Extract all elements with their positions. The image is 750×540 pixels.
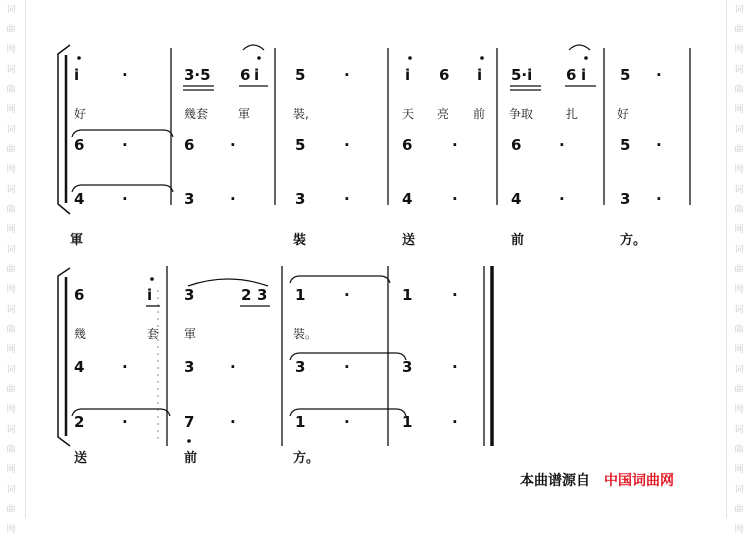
watermark-text: 词 曲 网 — [6, 425, 16, 475]
svg-text:4: 4 — [402, 190, 413, 208]
svg-text:·: · — [344, 66, 350, 84]
svg-text:幾套: 幾套 — [184, 107, 209, 121]
svg-text:軍: 軍 — [70, 233, 84, 248]
watermark-text: 词 曲 网 — [6, 5, 16, 55]
svg-text:5: 5 — [620, 136, 631, 154]
watermark-text: 词 曲 网 — [6, 245, 16, 295]
beams — [183, 86, 596, 90]
svg-text:6: 6 — [74, 136, 85, 154]
voice-2 — [74, 136, 630, 154]
svg-text:幾: 幾 — [74, 327, 87, 341]
source-credit — [520, 470, 674, 490]
note: i — [405, 66, 411, 84]
svg-text:5: 5 — [295, 136, 306, 154]
watermark-text: 词 曲 网 — [6, 485, 16, 535]
watermark-text: 词 曲 网 — [734, 125, 744, 175]
svg-text:天: 天 — [402, 107, 415, 121]
svg-text:1: 1 — [295, 286, 306, 304]
system-bracket — [58, 268, 70, 446]
watermark-text: 词 曲 网 — [734, 65, 744, 115]
svg-text:1: 1 — [402, 413, 413, 431]
svg-text:·: · — [344, 358, 350, 376]
duration-dots — [122, 66, 662, 208]
bar-lines — [167, 266, 484, 446]
svg-text:裝,: 裝, — [293, 107, 309, 121]
svg-text:好: 好 — [74, 107, 87, 121]
note: i — [74, 66, 80, 84]
svg-text:·: · — [559, 136, 565, 154]
lyrics-line-2 — [70, 232, 646, 248]
svg-text:1: 1 — [402, 286, 413, 304]
svg-text:扎: 扎 — [566, 107, 579, 121]
svg-text:送: 送 — [402, 233, 416, 248]
svg-text:·: · — [452, 190, 458, 208]
note: 5 — [295, 66, 306, 84]
svg-text:裝。: 裝。 — [293, 327, 318, 341]
watermark-text: 词 曲 网 — [6, 365, 16, 415]
lyrics-line-1 — [74, 106, 629, 121]
svg-text:·: · — [344, 286, 350, 304]
watermark-text: 词 曲 网 — [6, 185, 16, 235]
note: 5 — [620, 66, 631, 84]
svg-text:送: 送 — [74, 451, 88, 466]
svg-text:4: 4 — [511, 190, 522, 208]
svg-text:6: 6 — [511, 136, 522, 154]
svg-text:·: · — [452, 286, 458, 304]
svg-text:·: · — [344, 190, 350, 208]
voice-1 — [74, 286, 412, 304]
note: i — [581, 66, 587, 84]
svg-text:3: 3 — [184, 358, 195, 376]
svg-text:軍: 軍 — [184, 327, 197, 341]
system-1 — [58, 45, 690, 248]
watermark-text: 词 曲 网 — [734, 485, 744, 535]
svg-text:·: · — [122, 190, 128, 208]
svg-text:·: · — [452, 413, 458, 431]
svg-text:3: 3 — [184, 286, 195, 304]
note: 3·5 — [184, 66, 211, 84]
svg-text:6: 6 — [74, 286, 85, 304]
svg-text:·: · — [122, 136, 128, 154]
svg-text:3: 3 — [295, 358, 306, 376]
note: i — [477, 66, 483, 84]
watermark-text: 词 曲 网 — [734, 245, 744, 295]
svg-text:·: · — [656, 190, 662, 208]
svg-text:·: · — [452, 136, 458, 154]
svg-text:i: i — [147, 286, 153, 304]
svg-text:·: · — [656, 136, 662, 154]
svg-text:·: · — [656, 66, 662, 84]
svg-text:好: 好 — [617, 107, 630, 121]
watermark-text: 词 曲 网 — [734, 365, 744, 415]
svg-text:4: 4 — [74, 358, 85, 376]
watermark-text: 词 曲 网 — [734, 305, 744, 355]
svg-text:軍: 軍 — [238, 107, 251, 121]
svg-text:3: 3 — [620, 190, 631, 208]
note: 5·i — [511, 66, 533, 84]
svg-text:3: 3 — [295, 190, 306, 208]
svg-text:2: 2 — [74, 413, 85, 431]
source-site-link[interactable]: 中国词曲网 — [604, 473, 674, 489]
slurs — [72, 276, 406, 416]
lyrics-line-1 — [74, 326, 317, 341]
svg-text:·: · — [122, 66, 128, 84]
svg-text:·: · — [230, 413, 236, 431]
svg-text:·: · — [344, 413, 350, 431]
low-octave-dots — [187, 439, 191, 443]
system-2 — [58, 266, 492, 466]
voice-1 — [74, 66, 630, 84]
svg-text:争取: 争取 — [509, 107, 534, 121]
svg-text:3: 3 — [402, 358, 413, 376]
svg-text:·: · — [559, 190, 565, 208]
lyrics-line-2 — [74, 450, 319, 466]
svg-text:套: 套 — [147, 327, 160, 341]
svg-text:4: 4 — [74, 190, 85, 208]
svg-text:3: 3 — [257, 286, 268, 304]
voice-3 — [74, 190, 630, 208]
note: 6 — [566, 66, 577, 84]
svg-text:·: · — [344, 136, 350, 154]
svg-text:·: · — [122, 413, 128, 431]
svg-text:·: · — [230, 136, 236, 154]
svg-text:亮: 亮 — [437, 107, 450, 121]
watermark-text: 词 曲 网 — [6, 65, 16, 115]
note: i — [254, 66, 260, 84]
svg-text:方。: 方。 — [293, 451, 320, 466]
octave-dots — [77, 56, 588, 60]
svg-text:前: 前 — [473, 107, 486, 121]
system-bracket — [58, 45, 70, 214]
svg-text:前: 前 — [184, 451, 198, 466]
note: 6 — [439, 66, 450, 84]
svg-text:3: 3 — [184, 190, 195, 208]
svg-text:1: 1 — [295, 413, 306, 431]
watermark-text: 词 曲 网 — [734, 185, 744, 235]
watermark-text: 词 曲 网 — [6, 305, 16, 355]
svg-text:7: 7 — [184, 413, 195, 431]
watermark-text: 词 曲 网 — [734, 425, 744, 475]
svg-text:·: · — [122, 358, 128, 376]
octave-dots — [150, 277, 154, 281]
svg-text:·: · — [230, 190, 236, 208]
note: 6 — [240, 66, 251, 84]
watermark-text: 词 曲 网 — [6, 125, 16, 175]
svg-text:·: · — [452, 358, 458, 376]
svg-text:6: 6 — [402, 136, 413, 154]
svg-text:方。: 方。 — [620, 233, 647, 248]
svg-text:2: 2 — [241, 286, 252, 304]
svg-text:前: 前 — [511, 233, 525, 248]
svg-text:裝: 裝 — [293, 233, 307, 248]
svg-text:6: 6 — [184, 136, 195, 154]
watermark-text: 词 曲 网 — [734, 5, 744, 55]
svg-text:·: · — [230, 358, 236, 376]
source-label: 本曲谱源自 — [520, 473, 590, 489]
